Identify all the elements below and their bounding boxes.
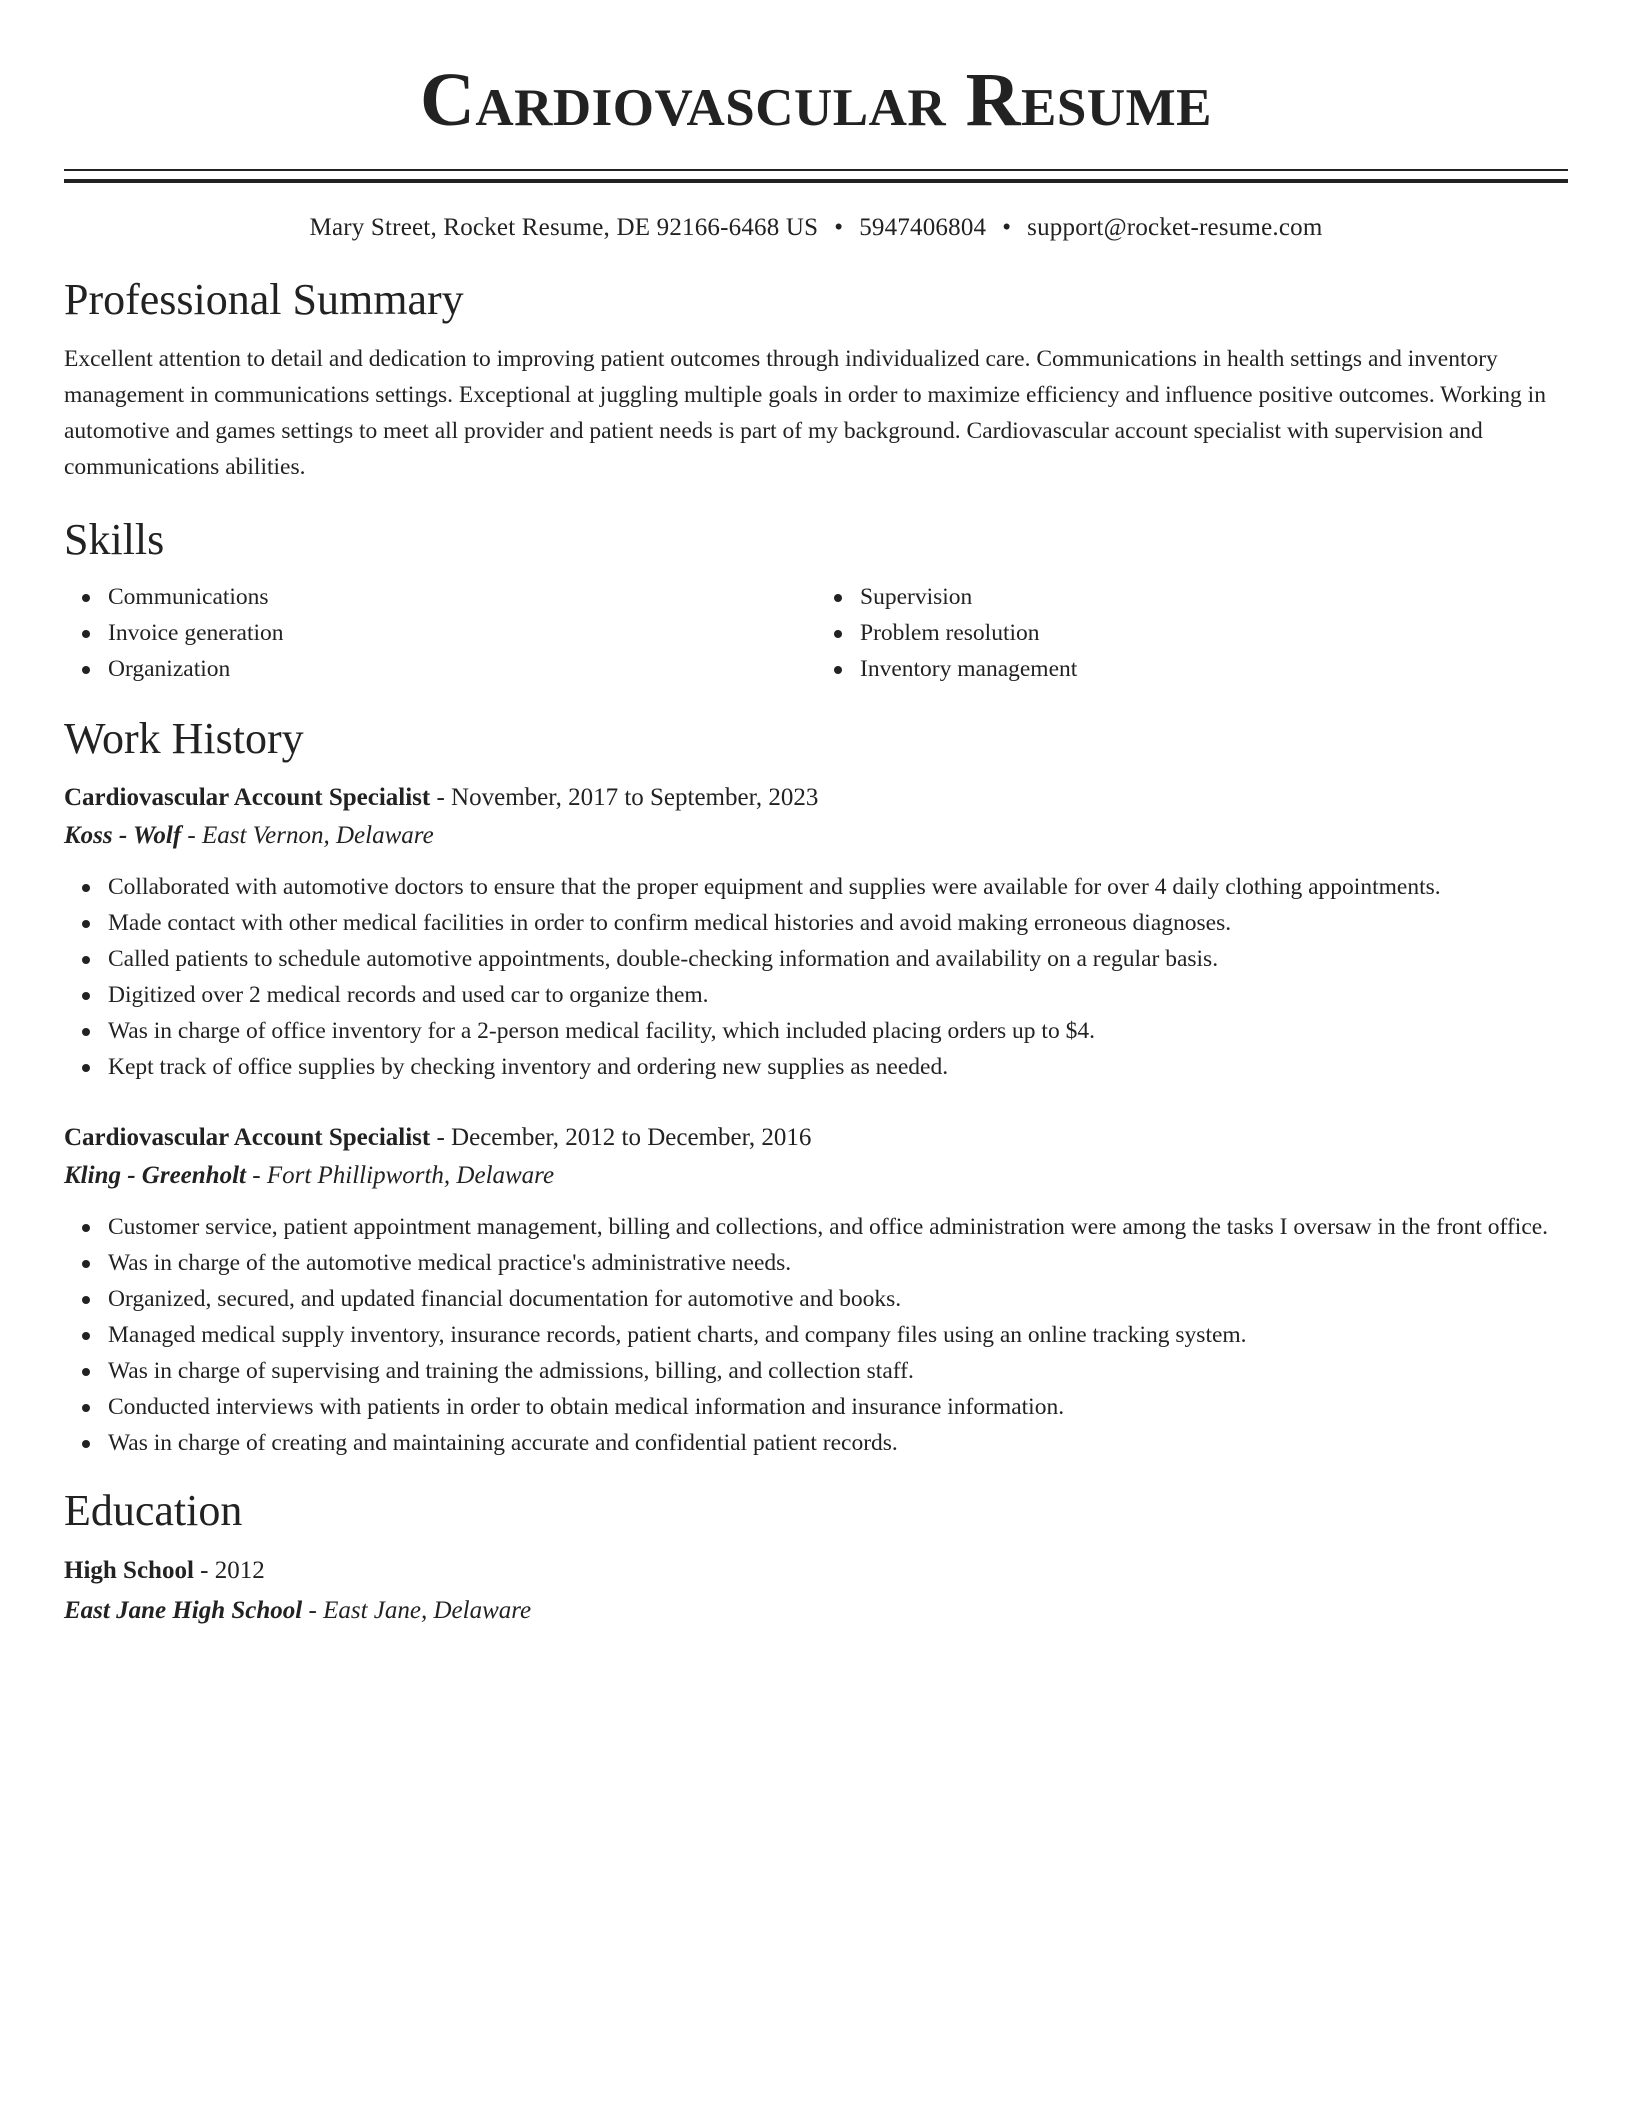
skills-heading: Skills [64,515,165,564]
skill-item: Inventory management [860,651,1568,687]
education-heading: Education [64,1486,243,1535]
job-bullet: Was in charge of office inventory for a 2-person medical facility, which included placing orders up to $4. [108,1013,1568,1049]
summary-text: Excellent attention to detail and dedication to improving patient outcomes through individualized care. Communications in health settings and inventory management in communications settings. Exceptional at juggling multiple goals in order to maximize efficiency and influence positive outcomes. Working in automotive and games settings to meet all provider and patient needs is part of my background. Cardiovascular account specialist with supervision and communications abilities. [64,346,1546,480]
job-bullet: Managed medical supply inventory, insurance records, patient charts, and company files using an online tracking system. [108,1317,1568,1353]
contact-address: Mary Street, Rocket Resume, DE 92166-6468 US [309,214,819,241]
contact-phone: 5947406804 [859,214,987,241]
job-bullet: Kept track of office supplies by checking inventory and ordering new supplies as needed. [108,1049,1568,1085]
job-bullet: Was in charge of creating and maintaining accurate and confidential patient records. [108,1425,1568,1461]
contact-line [64,212,1568,244]
job-company-line [64,1157,1568,1195]
job-dash: - [181,822,202,849]
education-degree: High School [64,1557,194,1584]
job-entry [64,779,1568,1085]
skill-item: Supervision [860,579,1568,615]
job-bullet: Was in charge of the automotive medical practice's administrative needs. [108,1245,1568,1281]
job-role: Cardiovascular Account Specialist [64,784,431,811]
summary-heading: Professional Summary [64,275,464,324]
job-bullet: Organized, secured, and updated financial documentation for automotive and books. [108,1281,1568,1317]
skill-item: Organization [108,651,816,687]
work-history-heading: Work History [64,714,304,763]
job-bullet: Made contact with other medical facilities in order to confirm medical histories and avoid making erroneous diagnoses. [108,905,1568,941]
job-company: Koss - Wolf [64,822,182,849]
education-entry [64,1551,1568,1631]
job-location: East Vernon, Delaware [201,822,434,849]
contact-email: support@rocket-resume.com [1027,214,1323,241]
job-bullet: Called patients to schedule automotive appointments, double-checking information and availability on a regular basis. [108,941,1568,977]
skills-list [64,579,1568,687]
job-title-line [64,1119,1568,1157]
education-school-line [64,1591,1568,1631]
contact-separator: • [834,214,844,241]
job-title-line [64,779,1568,817]
education-school: East Jane High School [64,1597,303,1624]
job-entry [64,1119,1568,1461]
resume-name: Cardiovascular Resume [419,58,1213,142]
contact-separator: • [1002,214,1012,241]
job-location: Fort Phillipworth, Delaware [266,1162,555,1189]
job-dates: December, 2012 to December, 2016 [451,1124,812,1151]
education-degree-line [64,1551,1568,1591]
skill-item: Invoice generation [108,615,816,651]
job-dates: November, 2017 to September, 2023 [451,784,819,811]
job-dash: - [245,1162,267,1189]
job-bullet: Digitized over 2 medical records and used car to organize them. [108,977,1568,1013]
education-location: East Jane, Delaware [323,1597,532,1624]
job-dash: - [430,784,452,811]
job-bullet: Collaborated with automotive doctors to ensure that the proper equipment and supplies were available for over 4 daily clothing appointments. [108,869,1568,905]
education-year: 2012 [214,1557,265,1584]
education-dash: - [302,1597,324,1624]
job-bullet: Customer service, patient appointment management, billing and collections, and office administration were among the tasks I oversaw in the front office. [108,1209,1568,1245]
skills-column-right [816,579,1568,687]
header-divider [64,169,1568,183]
skills-column-left [64,579,816,687]
job-bullets [64,1209,1568,1461]
job-bullet: Was in charge of supervising and training the admissions, billing, and collection staff. [108,1353,1568,1389]
job-dash: - [430,1124,452,1151]
job-bullets [64,869,1568,1085]
skill-item: Problem resolution [860,615,1568,651]
job-role: Cardiovascular Account Specialist [64,1124,431,1151]
education-dash: - [193,1557,215,1584]
job-company: Kling - Greenholt [64,1162,246,1189]
job-bullet: Conducted interviews with patients in order to obtain medical information and insurance information. [108,1389,1568,1425]
skill-item: Communications [108,579,816,615]
job-company-line [64,817,1568,855]
